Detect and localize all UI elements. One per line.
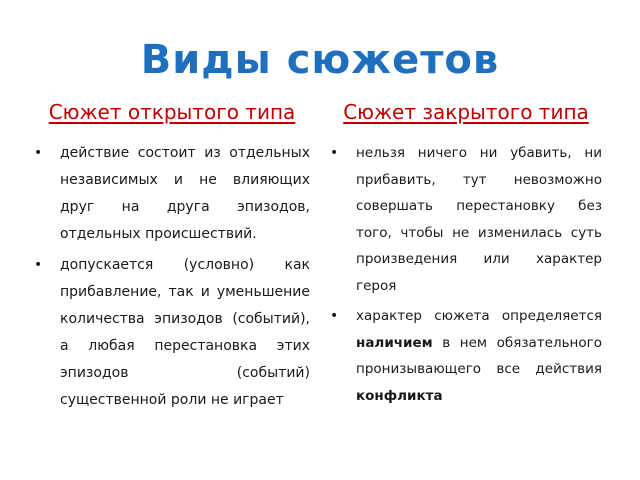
list-item-text: действие состоит из отдельных независимых и не влияющих друг на друга эпизодов, отдельных происшествий. xyxy=(60,145,310,242)
text-part: в нем обязательного пронизывающего все действия xyxy=(356,334,602,377)
list-item xyxy=(330,140,602,299)
list-item-text: допускается (условно) как прибавление, так и уменьшение количества эпизодов (событий), а любая перестановка этих эпизодов (событий) существенной роли не играет xyxy=(60,257,310,408)
list-item-text: нельзя ничего ни убавить, ни прибавить, тут невозможно совершать перестановку без того, чтобы не изменилась суть произведения или характер героя xyxy=(356,145,602,294)
bullet-icon: • xyxy=(330,308,339,324)
open-plot-heading: Сюжет открытого типа xyxy=(48,100,296,124)
open-plot-list xyxy=(34,140,310,414)
bullet-icon: • xyxy=(330,145,339,161)
list-item xyxy=(330,303,602,409)
list-item xyxy=(34,252,310,414)
bullet-icon: • xyxy=(34,145,43,161)
bold-term-presence: наличием xyxy=(356,334,433,351)
bullet-icon: • xyxy=(34,257,43,273)
open-plot-column xyxy=(34,100,310,418)
slide-title: Виды сюжетов xyxy=(140,37,500,83)
list-item-text xyxy=(356,308,602,404)
list-item xyxy=(34,140,310,248)
closed-plot-list xyxy=(330,140,602,409)
closed-plot-column xyxy=(330,100,602,413)
closed-plot-heading: Сюжет закрытого типа xyxy=(343,100,589,124)
text-part: характер сюжета определяется xyxy=(356,308,602,324)
bold-term-conflict: конфликта xyxy=(356,387,443,404)
